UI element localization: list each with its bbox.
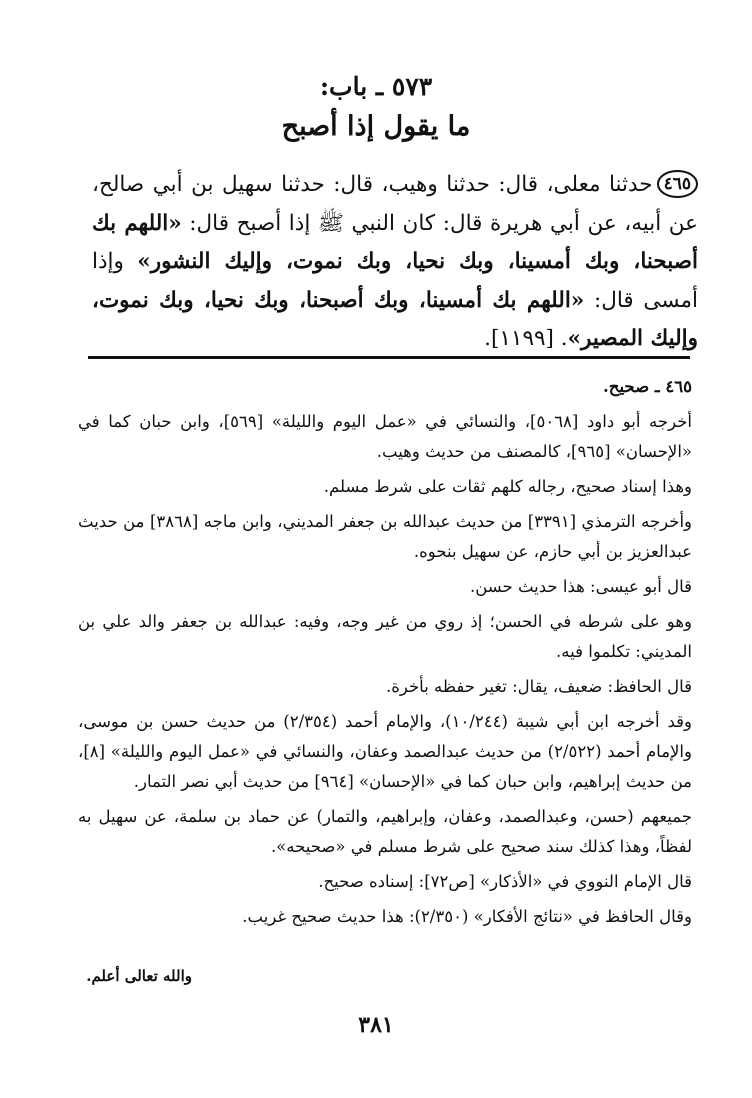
note-paragraph: أخرجه أبو داود [٥٠٦٨]، والنسائي في «عمل اليوم والليلة» [٥٦٩]، وابن حبان كما في «الإحسان» [٩٦٥]، كالمصنف من حديث وهيب. — [78, 412, 692, 461]
hadith-number-badge: ٤٦٥ — [657, 170, 698, 198]
page-number: ٣٨١ — [358, 1012, 394, 1038]
note-paragraph: جميعهم (حسن، وعبدالصمد، وعفان، وإبراهيم، والتمار) عن حماد بن سلمة، عن سهيل به لفظاً، وهذا كذلك سند صحيح على شرط مسلم في «صحيحه». — [78, 807, 692, 856]
note-paragraph: وهو على شرطه في الحسن؛ إذ روي من غير وجه، وفيه: عبدالله بن جعفر والد علي بن المديني: تكلموا فيه. — [78, 612, 692, 661]
hadith-connector: وإذا أمسى قال: — [92, 249, 698, 313]
note-paragraph: وأخرجه الترمذي [٣٣٩١] من حديث عبدالله بن جعفر المديني، وابن ماجه [٣٨٦٨] من حديث عبدالعزيز بن أبي حازم، عن سهيل بنحوه. — [78, 512, 693, 561]
note-paragraph: قال أبو عيسى: هذا حديث حسن. — [469, 577, 692, 596]
footnote-divider — [88, 356, 690, 359]
evening-supplication: «اللهم بك أمسينا، وبك أصبحنا، وبك نحيا، وبك نموت، وإليك المصير» — [92, 287, 698, 351]
note-paragraph: وهذا إسناد صحيح، رجاله كلهم ثقات على شرط مسلم. — [323, 477, 692, 496]
closing-phrase: والله تعالى أعلم. — [86, 967, 192, 985]
note-paragraph: وقال الحافظ في «نتائج الأفكار» (٢/٣٥٠): هذا حديث صحيح غريب. — [242, 907, 692, 926]
chapter-title: ما يقول إذا أصبح — [281, 111, 471, 142]
note-paragraph: وقد أخرجه ابن أبي شيبة (١٠/٢٤٤)، والإمام أحمد (٢/٣٥٤) من حديث حسن بن موسى، والإمام أحمد (٢/٥٢٢) من حديث عبدالصمد وعفان، والنسائي في «عمل اليوم والليلة» [٨]، من حديث إبراهيم، وابن حبان كما في «الإحسان» [٩٦٤] من حديث أبي نصر التمار. — [78, 712, 692, 791]
morning-supplication: «اللهم بك أصبحنا، وبك أمسينا، وبك نحيا، وبك نموت، وإليك النشور» — [92, 210, 698, 274]
hadith-reference: . [١١٩٩]. — [484, 326, 568, 351]
hadith-text — [92, 166, 698, 359]
hadith-chain: حدثنا معلى، قال: حدثنا وهيب، قال: حدثنا سهيل بن أبي صالح، عن أبيه، عن أبي هريرة قال: كان النبي ﷺ إذا أصبح قال: — [92, 172, 698, 236]
note-paragraph: قال الحافظ: ضعيف، يقال: تغير حفظه بأخرة. — [385, 677, 692, 696]
chapter-number: ٥٧٣ ـ باب: — [319, 72, 433, 101]
footnotes — [78, 372, 692, 937]
note-paragraph: قال الإمام النووي في «الأذكار» [ص٧٢]: إسناده صحيح. — [318, 872, 692, 891]
note-heading: ٤٦٥ ـ صحيح. — [603, 377, 692, 396]
